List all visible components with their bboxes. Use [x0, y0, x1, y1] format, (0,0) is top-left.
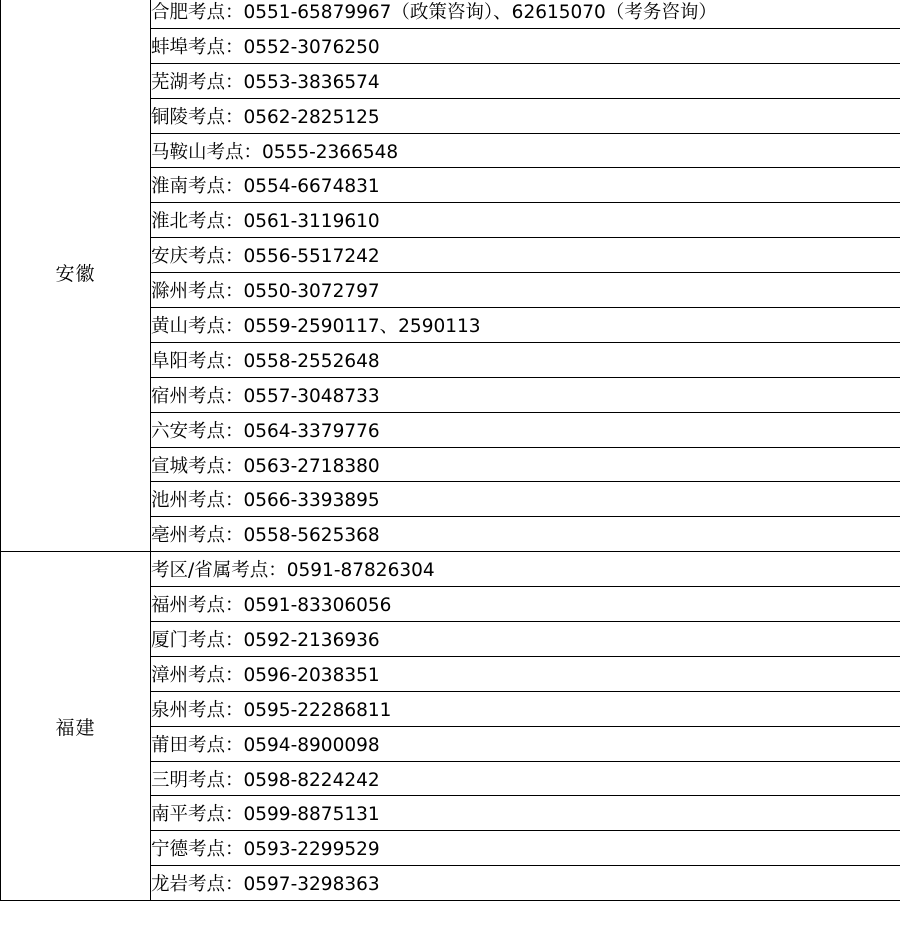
contact-entry: 三明考点：0598-8224242 — [151, 761, 900, 796]
contact-entry: 宿州考点：0557-3048733 — [151, 377, 900, 412]
contact-entry: 莆田考点：0594-8900098 — [151, 726, 900, 761]
contact-entry: 福州考点：0591-83306056 — [151, 587, 900, 622]
contact-entry: 宁德考点：0593-2299529 — [151, 831, 900, 866]
contact-entry: 漳州考点：0596-2038351 — [151, 656, 900, 691]
table-row — [1, 0, 900, 28]
contact-entry: 六安考点：0564-3379776 — [151, 412, 900, 447]
province-cell-anhui: 安徽 — [1, 0, 151, 552]
contact-entry: 厦门考点：0592-2136936 — [151, 622, 900, 657]
contact-entry: 淮北考点：0561-3119610 — [151, 203, 900, 238]
contact-entry: 考区/省属考点：0591-87826304 — [151, 552, 900, 587]
contact-entry: 马鞍山考点：0555-2366548 — [151, 133, 900, 168]
contact-entry: 蚌埠考点：0552-3076250 — [151, 28, 900, 63]
contact-entry: 合肥考点：0551-65879967（政策咨询）、62615070（考务咨询） — [151, 0, 900, 28]
contact-entry: 池州考点：0566-3393895 — [151, 482, 900, 517]
contact-entry: 亳州考点：0558-5625368 — [151, 517, 900, 552]
table-row — [1, 552, 900, 587]
contact-entry: 铜陵考点：0562-2825125 — [151, 98, 900, 133]
contact-entry: 阜阳考点：0558-2552648 — [151, 342, 900, 377]
contact-entry: 宣城考点：0563-2718380 — [151, 447, 900, 482]
contact-entry: 芜湖考点：0553-3836574 — [151, 63, 900, 98]
contact-entry: 黄山考点：0559-2590117、2590113 — [151, 308, 900, 343]
contact-entry: 淮南考点：0554-6674831 — [151, 168, 900, 203]
province-cell-fujian: 福建 — [1, 552, 151, 901]
contact-entry: 南平考点：0599-8875131 — [151, 796, 900, 831]
contact-entry: 滁州考点：0550-3072797 — [151, 273, 900, 308]
contact-entry: 安庆考点：0556-5517242 — [151, 238, 900, 273]
contact-entry: 泉州考点：0595-22286811 — [151, 691, 900, 726]
contact-entry: 龙岩考点：0597-3298363 — [151, 866, 900, 901]
